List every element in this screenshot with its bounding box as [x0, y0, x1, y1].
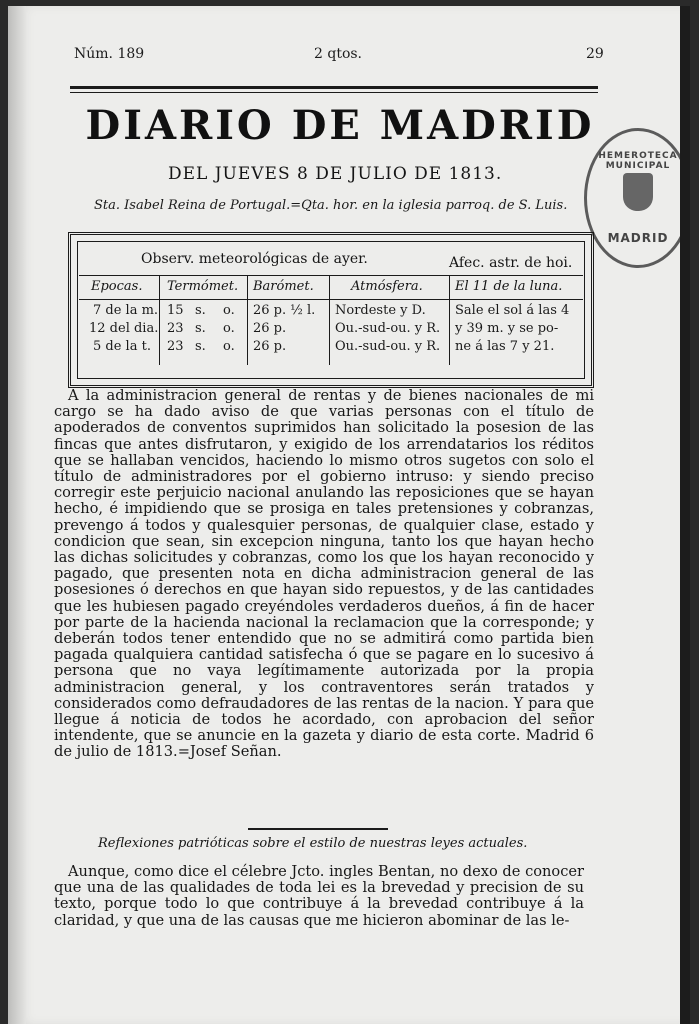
row1-term-o: o. [223, 303, 235, 318]
section-divider [248, 828, 388, 830]
stamp-top-text: HEMEROTECA MUNICIPAL [598, 151, 678, 171]
col-divider [247, 275, 248, 365]
col-termometro: Termómet. [167, 279, 239, 294]
col-luna: El 11 de la luna. [455, 279, 563, 294]
astro-title: Afec. astr. de hoi. [449, 255, 573, 271]
article-paragraph: A la administracion general de rentas y de bienes nacionales de mi cargo se ha dado aviso de que varias personas con el título de apoderados de conventos suprimidos han solicitado la posesion de las fincas que antes disfrutaron, y exigido de los arrendatarios los réditos que se hallaban vencidos, haciendo lo mismo otros sugetos con solo el título de administradores por el gobierno intruso: y siendo preciso corregir este perjuicio nacional anulando las reposiciones que se hayan hecho, é impidiendo que se prosiga en tales pretensiones y cobranzas, prevengo á todos y qualesquier personas, de qualquier clase, estado y condicion que sean, sin excepcion ninguna, tanto los que hayan hecho las dichas solicitudes y cobranzas, como los que los hayan reconocido y pagado, que presenten nota en dicha administracion general de las posesiones ó derechos en que hayan sido repuestos, y de las cantidades que les hubiesen pagado creyéndoles verdaderos dueños, á fin de hacer por parte de la hacienda nacional la reclamacion que la corresponde; y deberán todos tener entendido que no se admitirá como partida bien pagada qualquiera cantidad satisfecha ó que se pagare en lo sucesivo á persona que no vaya legítimamente autorizada por la propia administracion general, y los contraventores serán tratados y considerados como defraudadores de las rentas de la nacion. Y para que llegue á noticia de todos he acordado, con aprobacion del señor intendente, que se anuncie en la gazeta y diario de esta corte. Madrid 6 de julio de 1813.=Josef Señan. [54, 387, 594, 761]
row1-baro: 26 p. ½ l. [253, 303, 316, 318]
page-edge [680, 6, 690, 1024]
coat-of-arms-icon [623, 173, 653, 211]
newspaper-page [8, 6, 690, 1024]
row3-term-o: o. [223, 339, 235, 354]
row1-atmos: Nordeste y D. [335, 303, 426, 318]
section-paragraph: Aunque, como dice el célebre Jcto. ingles Bentan, no dexo de conocer que una de las qualidades de toda lei es la brevedad y precision de su texto, porque todo lo que contribuye á la brevedad contribuye á la claridad, y que una de las causas que me hicieron abominar de las le- [54, 863, 584, 929]
issue-number: Núm. 189 [74, 46, 145, 62]
col-barometro: Barómet. [253, 279, 314, 294]
col-divider [329, 275, 330, 365]
luna-line-2: y 39 m. y se po- [455, 321, 559, 336]
row2-term-o: o. [223, 321, 235, 336]
weather-table [68, 232, 594, 388]
weather-header-line [79, 275, 583, 276]
page-number: 29 [586, 46, 604, 62]
weather-title: Observ. meteorológicas de ayer. [141, 251, 368, 267]
stamp-bottom-text: MADRID [607, 231, 669, 245]
row3-baro: 26 p. [253, 339, 287, 354]
row3-epoca: 5 de la t. [93, 339, 151, 354]
page-binding-shadow [8, 6, 26, 1024]
row3-term-s: s. [195, 339, 206, 354]
library-stamp [584, 128, 690, 268]
article-body [54, 388, 594, 761]
issue-price: 2 qtos. [314, 46, 363, 62]
row1-term-s: s. [195, 303, 206, 318]
row1-term-val: 15 [167, 303, 184, 318]
row2-baro: 26 p. [253, 321, 287, 336]
row2-term-val: 23 [167, 321, 184, 336]
masthead-title: DIARIO DE MADRID [85, 102, 595, 149]
luna-line-1: Sale el sol á las 4 [455, 303, 570, 318]
masthead-top-rule-thin [70, 92, 598, 93]
row3-term-val: 23 [167, 339, 184, 354]
col-divider [449, 275, 450, 365]
section-title: Reflexiones patrióticas sobre el estilo de nuestras leyes actuales. [98, 836, 528, 851]
weather-subheader-line [79, 299, 583, 300]
row2-term-s: s. [195, 321, 206, 336]
issue-date: DEL JUEVES 8 DE JULIO DE 1813. [168, 164, 503, 184]
section-body [54, 864, 584, 929]
col-divider [159, 275, 160, 365]
masthead-top-rule [70, 86, 598, 89]
saints-of-the-day: Sta. Isabel Reina de Portugal.=Qta. hor. en la iglesia parroq. de S. Luis. [94, 198, 568, 213]
col-atmosfera: Atmósfera. [351, 279, 423, 294]
luna-line-3: ne á las 7 y 21. [455, 339, 555, 354]
row3-atmos: Ou.-sud-ou. y R. [335, 339, 441, 354]
col-epocas: Epocas. [91, 279, 143, 294]
row2-atmos: Ou.-sud-ou. y R. [335, 321, 441, 336]
row2-epoca: 12 del dia. [89, 321, 159, 336]
row1-epoca: 7 de la m. [93, 303, 159, 318]
